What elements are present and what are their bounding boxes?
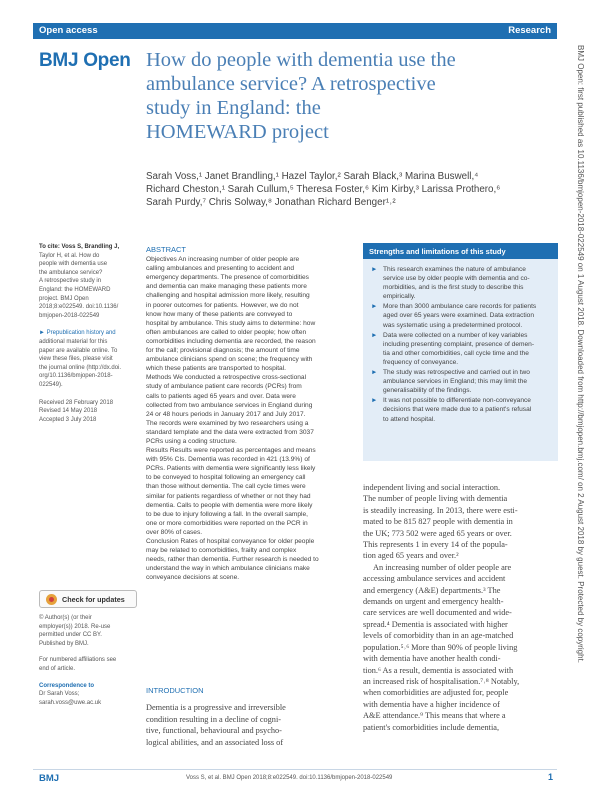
abstract-line: Results Results were reported as percentages and means <box>146 447 316 455</box>
revised-date: Revised 14 May 2018 <box>39 408 98 415</box>
strength-line: This research examines the nature of ambulance <box>383 266 526 273</box>
abstract-line: Methods We conducted a retrospective cross-sectional <box>146 374 307 382</box>
strength-line: was systematic using a predetermined protocol. <box>383 321 523 329</box>
abstract-line: challenging and hospital admission more likely, resulting <box>146 292 310 300</box>
accepted-date: Accepted 3 July 2018 <box>39 416 97 423</box>
abstract-line: and dementia can make managing these patients more <box>146 283 307 291</box>
update-icon <box>46 594 57 605</box>
abstract-line: ambulance clinicians spend on scene; the frequency with <box>146 356 313 364</box>
body-line: the UK; 773 502 were aged 65 years or over. <box>363 528 512 538</box>
abstract-body <box>146 255 356 582</box>
abstract-line: know how many of these patients are conveyed to <box>146 310 293 318</box>
abstract-line: standard template and the data were extracted from 3037 <box>146 428 314 436</box>
abstract-line: 24 or 48 hours periods in January 2017 and July 2017. <box>146 410 306 418</box>
copyright-line: © Author(s) (or their <box>39 615 92 621</box>
bullet-arrow-icon: ► <box>371 369 378 377</box>
bullet-arrow-icon: ► <box>371 266 378 273</box>
body-line: levels of comorbidity than in an age-matched <box>363 631 514 641</box>
introduction-body <box>146 702 356 748</box>
abstract <box>146 245 356 582</box>
prepub-line: paper are available online. To <box>39 347 118 354</box>
abstract-line: study of ambulance patient care records (PCRs) from <box>146 383 302 391</box>
sidebar-lower <box>39 614 137 707</box>
correspondence-email[interactable]: sarah.voss@uwe.ac.uk <box>39 699 102 706</box>
abstract-line: Objectives An increasing number of older people are <box>146 256 300 264</box>
body-line: with dementia have a higher incidence of <box>363 699 500 709</box>
prepub-line: ► Prepublication history and <box>39 330 116 337</box>
abstract-line: to be due to injury following a fall. In the overall sample, <box>146 510 309 518</box>
body-line: An increasing number of older people are <box>373 562 512 572</box>
introduction-heading: INTRODUCTION <box>146 686 204 695</box>
prepub-line: additional material for this <box>39 338 108 345</box>
copyright-line: employer(s)) 2018. Re-use <box>39 623 111 630</box>
abstract-line: PCRs using a coding structure. <box>146 437 237 445</box>
strength-line: The study was retrospective and carried out in two <box>383 369 530 377</box>
cite-line: England: the HOMEWARD <box>39 286 111 293</box>
introduction <box>146 685 356 748</box>
correspondence-name: Dr Sarah Voss; <box>39 691 80 698</box>
body-line: an increased risk of hospitalisation.⁷˒⁸ Notably, <box>363 676 520 686</box>
bullet-arrow-icon: ► <box>371 303 378 311</box>
bullet-arrow-icon: ► <box>371 397 378 405</box>
copyright-line: permitted under CC BY. <box>39 632 102 639</box>
strength-line: including presenting complaint, presence of demen- <box>383 340 535 348</box>
strength-line: service use by older people with dementia and co- <box>383 275 530 283</box>
strength-item <box>371 302 552 329</box>
abstract-line: in poorer outcomes for patients. However, we do not <box>146 301 299 309</box>
abstract-heading: ABSTRACT <box>146 245 187 254</box>
download-note <box>574 45 586 765</box>
body-line: tion aged 65 years and over.² <box>363 551 459 561</box>
abstract-line: PCRs. Patients with dementia were significantly less likely <box>146 465 316 473</box>
body-line: patient's comorbidities include dementia, <box>363 722 500 732</box>
title-line: study in England: the <box>146 97 321 119</box>
open-access-label: Open access <box>39 25 98 36</box>
body-line: care services are well documented and wide- <box>363 608 512 618</box>
body-text-right <box>363 482 561 733</box>
author-line: Sarah Voss,¹ Janet Brandling,¹ Hazel Taylor,² Sarah Black,³ Marina Buswell,⁴ <box>146 171 479 182</box>
abstract-line: understand the way in which ambulance clinicians make <box>146 565 310 573</box>
abstract-line: one or more comorbidities were reported on the PCR in <box>146 519 308 527</box>
header-bar <box>33 23 557 39</box>
strength-line: aged over 65 years were examined. Data extraction <box>383 312 535 320</box>
abstract-line: often ambulances are called to older people; how often <box>146 328 307 336</box>
footer-citation: Voss S, et al. BMJ Open 2018;8:e022549. doi:10.1136/bmjopen-2018-022549 <box>186 775 393 781</box>
affiliation-note: end of article. <box>39 665 76 672</box>
body-line: when comorbidities are adjusted for, people <box>363 688 509 698</box>
abstract-line: calling ambulances and presenting to accident and <box>146 265 295 273</box>
body-line: independent living and social interaction. <box>363 483 501 492</box>
strength-item <box>371 331 552 367</box>
footer-logo: BMJ <box>39 773 60 784</box>
abstract-line: may be related to comorbidities, frailty and complex <box>146 547 297 555</box>
abstract-line: to be conveyed to hospital following an emergency call <box>146 474 306 482</box>
abstract-line: comorbidities including dementia are recorded, the reason <box>146 337 316 345</box>
abstract-line: than those without dementia. The call cycle times were <box>146 483 306 491</box>
body-line: mated to be 815 827 people with dementia in <box>363 517 513 527</box>
strength-line: ambulance services in England; this may limit the <box>383 378 528 386</box>
check-for-updates-label: Check for updates <box>62 595 125 604</box>
abstract-line: similar for patients regardless of whether or not they had <box>146 492 311 500</box>
prepub-link[interactable]: 022549). <box>39 381 63 388</box>
prepub-link[interactable]: the journal online (http://dx.doi. <box>39 364 122 371</box>
cite-line: project. BMJ Open <box>39 295 89 302</box>
copyright-line: Published by BMJ. <box>39 640 89 647</box>
strength-line: morbidities, and is the first study to describe this <box>383 284 524 292</box>
body-line: is steadily increasing. In 2013, there were esti- <box>363 505 518 515</box>
affiliation-note: For numbered affiliations see <box>39 657 117 664</box>
intro-line: tive, functional, behavioural and psycho- <box>146 726 282 736</box>
body-line: spread.⁴ Dementia is associated with higher <box>363 619 508 629</box>
section-label: Research <box>508 25 551 36</box>
body-line: population.⁵˒⁶ More than 90% of people living <box>363 642 518 652</box>
strength-line: decisions that were made due to a patient's refusal <box>383 406 532 414</box>
intro-line: Dementia is a progressive and irreversible <box>146 703 286 713</box>
prepub-link[interactable]: org/10.1136/bmjopen-2018- <box>39 373 113 380</box>
strength-line: frequency of conveyance. <box>383 358 459 366</box>
cite-line: To cite: Voss S, Brandling J, <box>39 244 120 250</box>
abstract-line: calls to patients aged 65 years and over. Data were <box>146 392 296 400</box>
strength-line: tia and other comorbidities, call cycle time and the <box>383 349 529 357</box>
strength-line: Data were collected on a number of key variables <box>383 331 528 339</box>
cite-line: Taylor H, et al. How do <box>39 252 100 259</box>
received-date: Received 28 February 2018 <box>39 399 114 406</box>
strength-line: More than 3000 ambulance care records for patients <box>383 303 537 311</box>
abstract-line: collected from two ambulance services in England during <box>146 401 313 409</box>
body-line: This represents 1 in every 14 of the popula- <box>363 540 508 550</box>
correspondence-heading: Correspondence to <box>39 682 95 689</box>
abstract-line: dementia. Calls to people with dementia were more likely <box>146 501 313 509</box>
abstract-line: with 95% CIs. Dementia was recorded in 421 (13.9%) of <box>146 456 310 464</box>
strength-item <box>371 368 552 395</box>
abstract-line: for the call; provisional diagnosis; the amount of time <box>146 347 300 355</box>
strength-line: to attend hospital. <box>383 415 436 423</box>
abstract-line: over 80% of cases. <box>146 528 203 536</box>
cite-line: 2018;8:e022549. doi:10.1136/ <box>39 304 119 311</box>
strength-line: empirically. <box>383 293 416 301</box>
journal-logo: BMJ Open <box>39 50 131 71</box>
body-line: demands on urgent and emergency health- <box>363 597 504 607</box>
title-line: ambulance service? A retrospective <box>146 73 436 95</box>
body-line: and emergency (A&E) departments.³ The <box>363 585 501 595</box>
body-line: A&E attendance.⁹ This means that where a <box>363 711 506 721</box>
body-line: accessing ambulance services and accident <box>363 574 506 584</box>
abstract-line: hospital by ambulance. This study aims to determine: how <box>146 319 316 327</box>
body-line: The number of people living with dementia <box>363 494 508 504</box>
abstract-line: conveyance decisions at scene. <box>146 574 240 582</box>
strengths-heading: Strengths and limitations of this study <box>363 243 558 259</box>
cite-line: A retrospective study in <box>39 278 102 285</box>
strength-item <box>371 265 552 301</box>
abstract-line: emergency departments. The presence of comorbidities <box>146 274 309 282</box>
title-line: How do people with dementia use the <box>146 49 456 71</box>
strengths-list <box>363 259 558 424</box>
footer-divider <box>33 769 557 770</box>
body-line: tion.⁶ As a result, dementia is associated with <box>363 665 514 675</box>
abstract-line: The records were examined by two researchers using a <box>146 419 309 427</box>
check-for-updates-button[interactable] <box>39 590 137 608</box>
abstract-line: needs, rather than dementia. Further research is needed to <box>146 556 319 564</box>
strength-line: It was not possible to differentiate non-conveyance <box>383 397 531 405</box>
strengths-box <box>363 243 558 461</box>
author-list <box>146 171 551 209</box>
body-line: with dementia have another health condi- <box>363 654 501 664</box>
cite-line: the ambulance service? <box>39 269 103 276</box>
download-note-text: BMJ Open: first published as 10.1136/bmjopen-2018-022549 on 1 August 2018. Downloaded from http://bmjopen.bmj.com/ on 2 August 2018 by guest. Protected by copyright. <box>576 45 585 664</box>
article-title <box>146 48 536 144</box>
intro-line: condition resulting in a decline of cogni- <box>146 714 282 724</box>
cite-line: people with dementia use <box>39 261 108 268</box>
bullet-arrow-icon: ► <box>371 331 378 339</box>
prepub-line: view these files, please visit <box>39 356 113 363</box>
cite-line: bmjopen-2018-022549 <box>39 312 100 319</box>
strength-item <box>371 396 552 423</box>
abstract-line: which these patients are transported to hospital. <box>146 365 287 373</box>
author-line: Sarah Purdy,⁷ Chris Solway,⁸ Jonathan Richard Benger¹˒² <box>146 196 396 208</box>
title-line: HOMEWARD project <box>146 121 329 143</box>
page-number: 1 <box>548 772 554 782</box>
intro-line: logical abilities, and an associated loss of <box>146 737 284 747</box>
strength-line: generalisability of the findings. <box>383 387 472 395</box>
abstract-line: Conclusion Rates of hospital conveyance for older people <box>146 538 315 545</box>
author-line: Richard Cheston,¹ Sarah Cullum,⁵ Theresa Foster,⁶ Kim Kirby,³ Larissa Prothero,⁶ <box>146 183 501 195</box>
article-sidebar <box>39 243 137 424</box>
